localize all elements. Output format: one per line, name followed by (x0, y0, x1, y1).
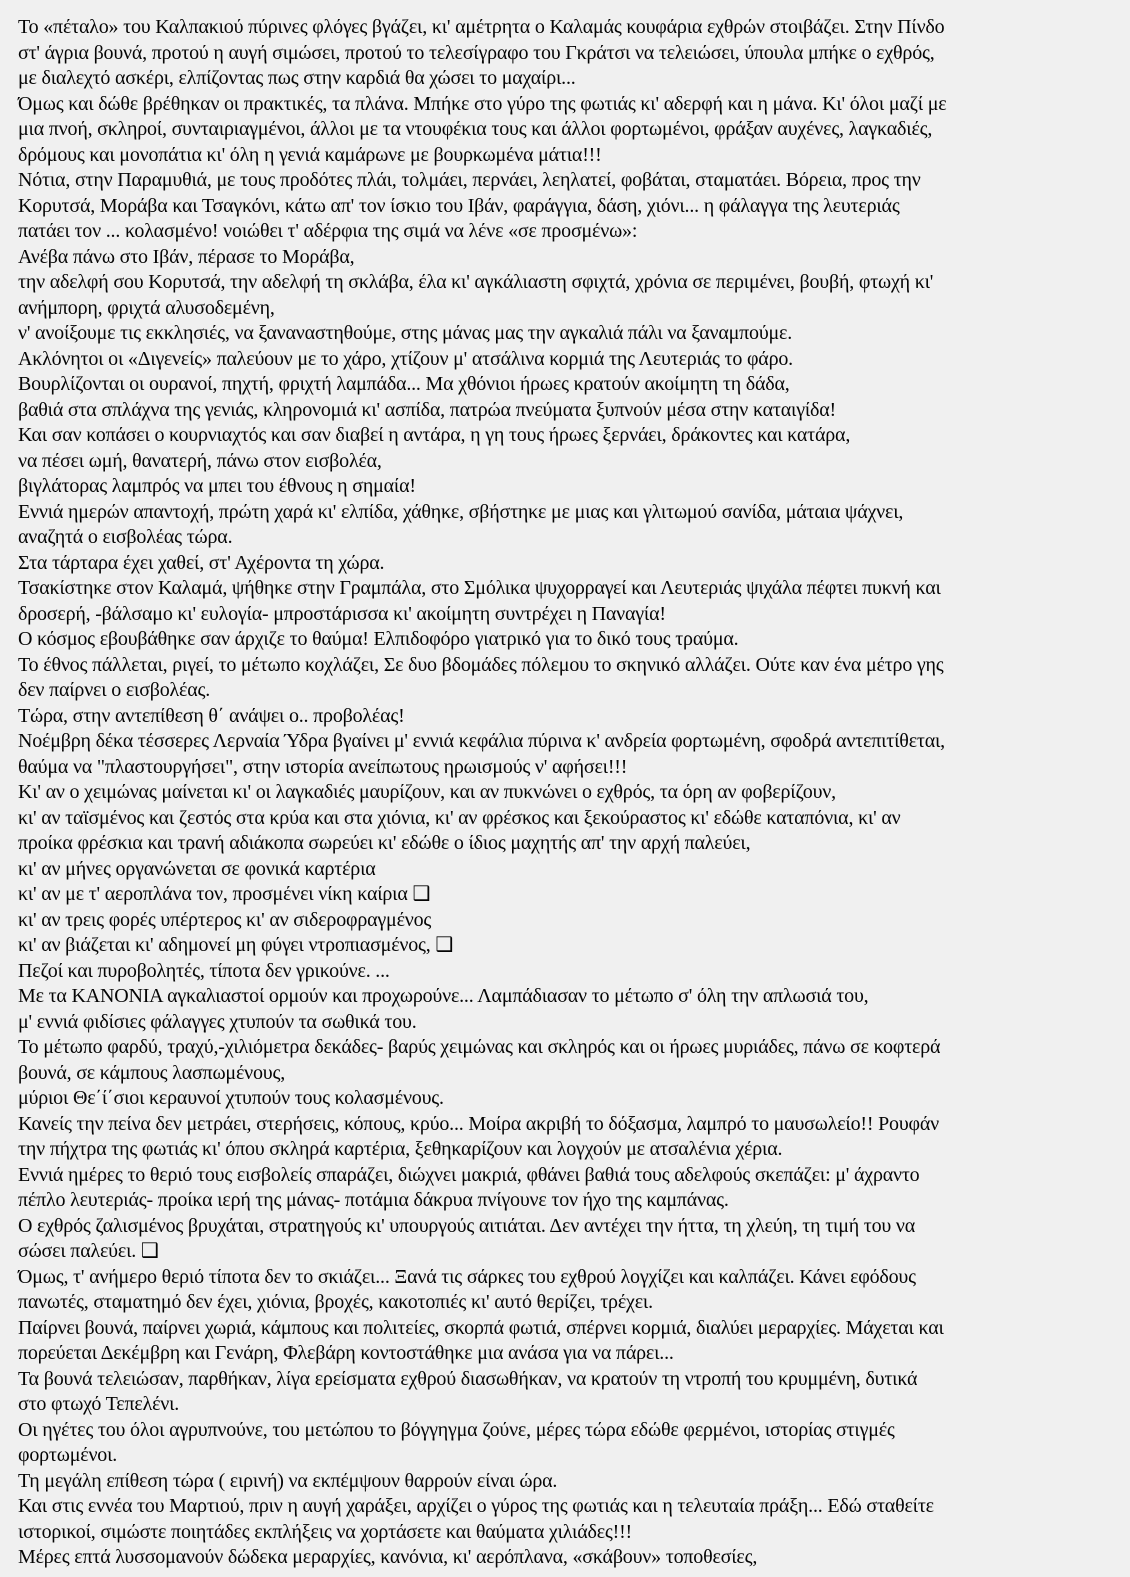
text-line: Ανέβα πάνω στο Ιβάν, πέρασε το Μοράβα, (18, 245, 355, 268)
text-line: Κανείς την πείνα δεν μετράει, στερήσεις, κόπους, κρύο... Μοίρα ακριβή το δόξασμα, λαμπρό το μαυσωλείο!! Ρουφάν (18, 1112, 939, 1135)
text-line: Το μέτωπο φαρδύ, τραχύ,-χιλιόμετρα δεκάδες- βαρύς χειμώνας και σκληρός και οι ήρωες μυριάδες, πάνω σε κοφτερά (18, 1036, 941, 1058)
text-line: Και σαν κοπάσει ο κουρνιαχτός και σαν διαβεί η αντάρα, η γη τους ήρωες ξερνάει, δράκοντες και κατάρα, (18, 424, 851, 446)
text-line: κι' αν βιάζεται κι' αδημονεί μη φύγει ντροπιασμένος, ❑ (18, 934, 454, 956)
text-line: αναζητά ο εισβολέας τώρα. (18, 526, 233, 548)
text-line: Κι' αν ο χειμώνας μαίνεται κι' οι λαγκαδιές μαυρίζουν, και αν πυκνώνει ο εχθρός, τα όρη αν φοβερίζουν, (18, 781, 836, 803)
text-line: Ο εχθρός ζαλισμένος βρυχάται, στρατηγούς κι' υπουργούς αιτιάται. Δεν αντέχει την ήττα, τη χλεύη, τη τιμή του να (18, 1214, 916, 1237)
text-line: σώσει παλεύει. ❑ (18, 1240, 159, 1262)
text-line: Παίρνει βουνά, παίρνει χωριά, κάμπους και πολιτείες, σκορπά φωτιά, σπέρνει κορμιά, διαλύει μεραρχίες. Μάχεται και (18, 1316, 944, 1339)
text-line: βουνά, σε κάμπους λασπωμένους, (18, 1061, 286, 1084)
text-line: βαθιά στα σπλάχνα της γενιάς, κληρονομιά κι' ασπίδα, πατρώα πνεύματα ξυπνούν μέσα στην καταιγίδα! (18, 398, 837, 421)
text-line: Νοέμβρη δέκα τέσσερες Λερναία Ύδρα βγαίνει μ' εννιά κεφάλια πύρινα κ' ανδρεία φορτωμένη, σφοδρά αντεπιτίθεται, (18, 730, 945, 752)
text-line: Τώρα, στην αντεπίθεση θ΄ ανάψει ο.. προβολέας! (18, 704, 405, 727)
text-line: Μέρες επτά λυσσομανούν δώδεκα μεραρχίες, κανόνια, κι' αερόπλανα, «σκάβουν» τοποθεσίες, (18, 1546, 758, 1568)
text-line: κι' αν ταϊσμένος και ζεστός στα κρύα και στα χιόνια, κι' αν φρέσκος και ξεκούραστος κι' εδώθε καταπόνια, κι' αν (18, 806, 901, 829)
text-line: δροσερή, -βάλσαμο κι' ευλογία- μπροστάρισσα κι' ακοίμητη συντρέχει η Παναγία! (18, 602, 666, 625)
text-line: Το έθνος πάλλεται, ριγεί, το μέτωπο κοχλάζει, Σε δυο βδομάδες πόλεμου το σκηνικό αλλάζει. Ούτε καν ένα μέτρο γης (18, 653, 944, 676)
text-line: Ο κόσμος εβουβάθηκε σαν άρχιζε το θαύμα! Ελπιδοφόρο γιατρικό για το δικό τους τραύμα. (18, 628, 739, 650)
text-line: την πήχτρα της φωτιάς κι' όπου σκληρά καρτέρια, ξεθηκαρίζουν και λογχούν με ατσαλένια χέρια. (18, 1138, 783, 1160)
text-line: φορτωμένοι. (18, 1444, 118, 1466)
text-line: Εννιά ημερών απαντοχή, πρώτη χαρά κι' ελπίδα, χάθηκε, σβήστηκε με μιας και γλιτωμού σανίδα, μάταια ψάχνει, (18, 500, 904, 523)
text-line: την αδελφή σου Κορυτσά, την αδελφή τη σκλάβα, έλα κι' αγκάλιαστη σφιχτά, χρόνια σε περιμένει, βουβή, φτωχή κι' (18, 271, 934, 293)
text-line: Τα βουνά τελειώσαν, παρθήκαν, λίγα ερείσματα εχθρού διασωθήκαν, να κρατούν τη ντροπή του κρυμμένη, δυτικά (18, 1367, 918, 1390)
text-line: θαύμα να "πλαστουργήσει", στην ιστορία ανείπωτους ηρωισμούς ν' αφήσει!!! (18, 755, 628, 778)
text-line: κι' αν με τ' αεροπλάνα τον, προσμένει νίκη καίρια ❑ (18, 883, 431, 905)
text-line: στ' άγρια βουνά, προτού η αυγή σιμώσει, προτού το τελεσίγραφο του Γκράτσι να τελειώσει, ύπουλα μπήκε ο εχθρός, (18, 41, 935, 64)
text-line: ν' ανοίξουμε τις εκκλησιές, να ξαναναστηθούμε, στης μάνας μας την αγκαλιά πάλι να ξαναμπούμε. (18, 322, 793, 344)
text-line: πορεύεται Δεκέμβρη και Γενάρη, Φλεβάρη κοντοστάθηκε μια ανάσα για να πάρει... (18, 1342, 674, 1364)
text-line: κι' αν τρεις φορές υπέρτερος κι' αν σιδεροφραγμένος (18, 908, 432, 931)
text-line: Το «πέταλο» του Καλπακιού πύρινες φλόγες βγάζει, κι' αμέτρητα ο Καλαμάς κουφάρια εχθρών στοιβάζει. Στην Πίνδο (18, 16, 945, 38)
text-line: Τσακίστηκε στον Καλαμά, ψήθηκε στην Γραμπάλα, στο Σμόλικα ψυχορραγεί και Λευτεριάς ψιχάλα πέφτει πυκνή και (18, 577, 941, 599)
text-line: προίκα φρέσκια και τρανή αδιάκοπα σωρεύει κι' εδώθε ο ίδιος μαχητής απ' την αρχή παλεύει, (18, 832, 751, 854)
text-line: μύριοι Θε΄ί΄σιοι κεραυνοί χτυπούν τους κολασμένους. (18, 1087, 444, 1109)
text-line: Στα τάρταρα έχει χαθεί, στ' Αχέροντα τη χώρα. (18, 551, 385, 574)
text-line: στο φτωχό Τεπελένι. (18, 1393, 180, 1415)
text-line: πατάει τον ... κολασμένο! νοιώθει τ' αδέρφια της σιμά να λένε «σε προσμένω»: (18, 220, 638, 242)
text-line: Ακλόνητοι οι «Διγενείς» παλεύουν με το χάρο, χτίζουν μ' ατσάλινα κορμιά της Λευτεριάς το φάρο. (18, 347, 793, 370)
text-line: Πεζοί και πυροβολητές, τίποτα δεν γρικούνε. ... (18, 959, 390, 982)
text-line: Όμως και δώθε βρέθηκαν οι πρακτικές, τα πλάνα. Μπήκε στο γύρο της φωτιάς κι' αδερφή και η μάνα. Κι' όλοι μαζί με (18, 92, 947, 115)
text-line: Όμως, τ' ανήμερο θεριό τίποτα δεν το σκιάζει... Ξανά τις σάρκες του εχθρού λογχίζει και καλπάζει. Κάνει εφόδους (18, 1265, 916, 1288)
text-line: Βουρλίζονται οι ουρανοί, πηχτή, φριχτή λαμπάδα... Μα χθόνιοι ήρωες κρατούν ακοίμητη τη δάδα, (18, 373, 790, 395)
text-line: Εννιά ημέρες το θεριό τους εισβολείς σπαράζει, διώχνει μακριά, φθάνει βαθιά τους αδελφούς σκεπάζει: μ' άχραντο (18, 1163, 920, 1186)
text-line: δρόμους και μονοπάτια κι' όλη η γενιά καμάρωνε με βουρκωμένα μάτια!!! (18, 143, 602, 166)
text-line: με διαλεχτό ασκέρι, ελπίζοντας πως στην καρδιά θα χώσει το μαχαίρι... (18, 67, 576, 89)
text-line: Νότια, στην Παραμυθιά, με τους προδότες πλάι, τολμάει, περνάει, λεηλατεί, φοβάται, σταματάει. Βόρεια, προς την (18, 169, 921, 191)
text-line: μ' εννιά φιδίσιες φάλαγγες χτυπούν τα σωθικά του. (18, 1010, 417, 1033)
text-line: Οι ηγέτες του όλοι αγρυπνούνε, του μετώπου το βόγγηγμα ζούνε, μέρες τώρα εδώθε φερμένοι, ιστορίας στιγμές (18, 1418, 895, 1441)
text-line: Και στις εννέα του Μαρτιού, πριν η αυγή χαράξει, αρχίζει ο γύρος της φωτιάς και η τελευταία πράξη... Εδώ σταθείτε (18, 1495, 934, 1517)
text-line: κι' αν μήνες οργανώνεται σε φονικά καρτέρια (18, 857, 376, 880)
text-block (18, 15, 1116, 1571)
text-line: ιστορικοί, σιμώστε ποιητάδες εκπλήξεις να χορτάσετε και θαύματα χιλιάδες!!! (18, 1520, 633, 1543)
text-line: μια πνοή, σκληροί, συνταιριαγμένοι, άλλοι με τα ντουφέκια τους και άλλοι φορτωμένοι, φράξαν αυχένες, λαγκαδιές, (18, 118, 933, 140)
text-line: Τη μεγάλη επίθεση τώρα ( ειρινή) να εκπέμψουν θαρρούν είναι ώρα. (18, 1469, 558, 1492)
text-line: δεν παίρνει ο εισβολέας. (18, 679, 211, 701)
text-line: πανωτές, σταματημό δεν έχει, χιόνια, βροχές, κακοτοπιές κι' αυτό θερίζει, τρέχει. (18, 1291, 653, 1313)
text-line: πέπλο λευτεριάς- προίκα ιερή της μάνας- ποτάμια δάκρυα πνίγουνε τον ήχο της καμπάνας. (18, 1189, 729, 1211)
text-line: βιγλάτορας λαμπρός να μπει του έθνους η σημαία! (18, 475, 416, 497)
text-line: Κορυτσά, Μοράβα και Τσαγκόνι, κάτω απ' τον ίσκιο του Ιβάν, φαράγγια, δάση, χιόνι... η φάλαγγα της λευτεριάς (18, 194, 900, 217)
text-line: να πέσει ωμή, θανατερή, πάνω στον εισβολέα, (18, 449, 382, 472)
text-line: ανήμπορη, φριχτά αλυσοδεμένη, (18, 296, 275, 319)
text-line: Με τα ΚΑΝΟΝΙΑ αγκαλιαστοί ορμούν και προχωρούνε... Λαμπάδιασαν το μέτωπο σ' όλη την απλωσιά του, (18, 985, 869, 1007)
